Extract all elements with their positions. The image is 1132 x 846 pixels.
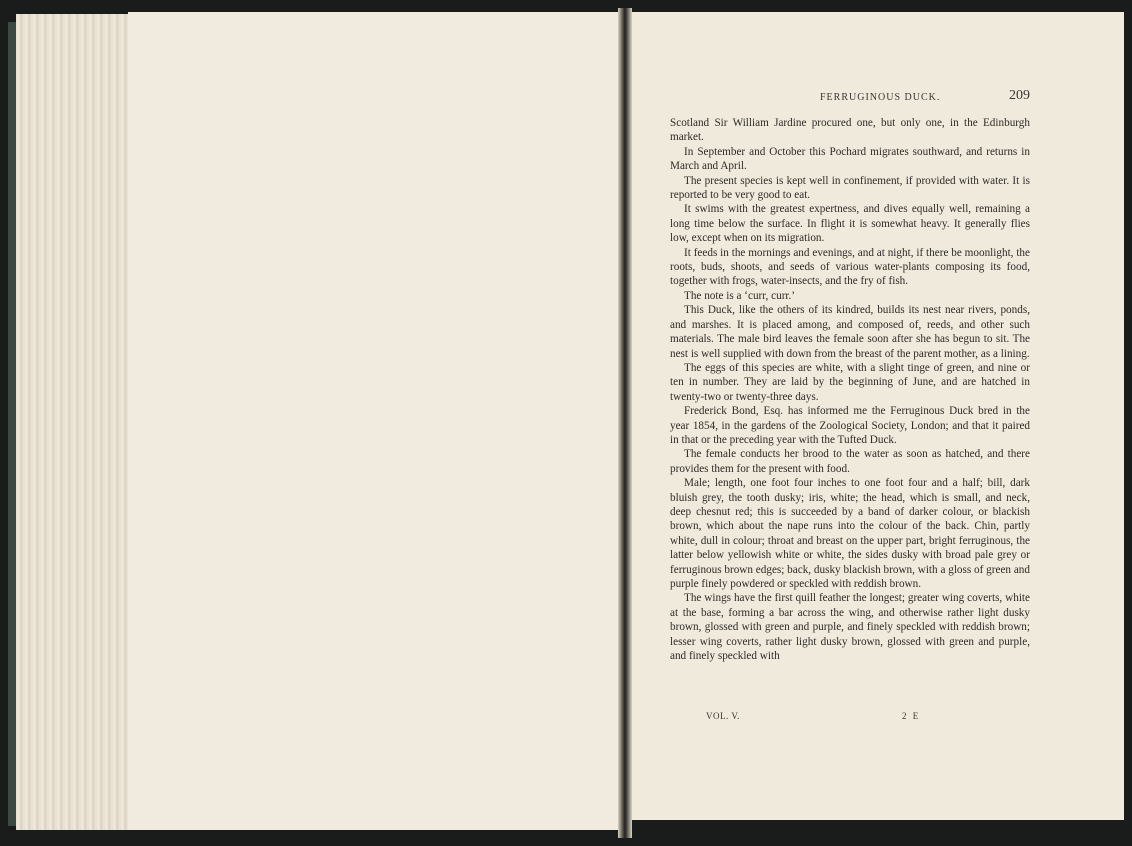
page-edges [16,14,130,830]
paragraph: It swims with the greatest expertness, and dives equally well, remaining a long time below the surface. In flight it is somewhat heavy. It generally flies low, except when on its migration. [670,203,1030,245]
running-head-title: FERRUGINOUS DUCK. [820,92,941,103]
page-footer [670,711,1030,725]
paragraph: Frederick Bond, Esq. has informed me the Ferruginous Duck bred in the year 1854, in the gardens of the Zoological Society, London; and that it paired in that or the preceding year with the Tufted Duck. [670,405,1030,446]
signature-mark: 2 E [902,711,921,721]
paragraph: The wings have the first quill feather the longest; greater wing coverts, white at the base, forming a bar across the wing, and otherwise rather light dusky brown, glossed with green and purple, and finely speckled with reddish brown; lesser wing coverts, rather light dusky brown, glossed with green and purple, and finely speckled with [670,592,1030,663]
body-text [670,116,1030,663]
paragraph: In September and October this Pochard migrates southward, and returns in March and April. [670,145,1030,173]
running-head [670,88,1030,108]
paragraph: It feeds in the mornings and evenings, and at night, if there be moonlight, the roots, buds, shoots, and seeds of various water-plants composing its food, together with frogs, water-insects, and the fry of fish. [670,246,1030,288]
paragraph: The female conducts her brood to the water as soon as hatched, and there provides them for the present with food. [670,448,1030,475]
paragraph: The eggs of this species are white, with a slight tinge of green, and nine or ten in number. They are laid by the beginning of June, and are hatched in twenty-two or twenty-three days. [670,361,1030,403]
paragraph: The note is a ‘curr, curr.’ [684,289,796,302]
paragraph: Scotland Sir William Jardine procured one, but only one, in the Edinburgh market. [670,117,1030,144]
left-blank-page [128,12,624,830]
book-gutter [618,8,632,838]
paragraph: The present species is kept well in confinement, if provided with water. It is reported to be very good to eat. [670,174,1030,202]
page-number: 209 [1009,88,1030,103]
paragraph: This Duck, like the others of its kindred, builds its nest near rivers, ponds, and marshes. It is placed among, and composed of, reeds, and other such materials. The male bird leaves the female soon after she has begun to sit. The nest is well supplied with down from the breast of the parent mother, as a lining. [670,304,1030,360]
volume-label: VOL. V. [706,711,740,721]
paragraph: Male; length, one foot four inches to one foot four and a half; bill, dark bluish grey, the tooth dusky; iris, white; the head, which is small, and neck, deep chesnut red; this is succeeded by a band of darker colour, or blackish brown, which about the nape runs into the colour of the back. Chin, partly white, dull in colour; throat and breast on the upper part, bright ferruginous, the latter below yellowish white or white, the sides dusky with broad pale grey or ferruginous brown edges; back, dusky blackish brown, with a gloss of green and purple finely powdered or speckled with reddish brown. [670,477,1030,590]
